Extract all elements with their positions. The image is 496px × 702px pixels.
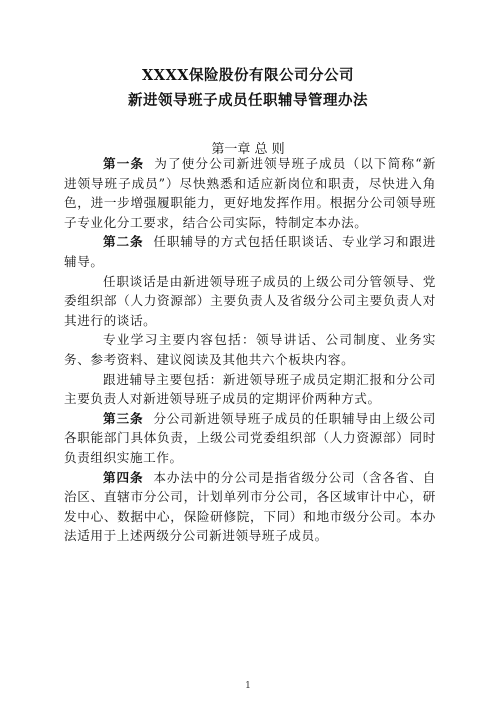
paragraph-text: 为了使分公司新进领导班子成员（以下简称“新进领导班子成员”）尽快熟悉和适应新岗位和职责，尽快进入角色，进一步增强履职能力，更好地发挥作用。根据分公司领导班子专业化分工要求，结合公司实际，特制定本办法。 <box>64 156 436 230</box>
paragraph-article-4 <box>64 468 436 546</box>
paragraph-text: 分公司新进领导班子成员的任职辅导由上级公司各职能部门具体负责，上级公司党委组织部（人力资源部）同时负责组织实施工作。 <box>64 410 436 465</box>
paragraph-followup <box>64 370 436 409</box>
paragraph-interview <box>64 272 436 331</box>
paragraph-text: 本办法中的分公司是指省级分公司（含各省、自治区、直辖市分公司，计划单列市分公司，各区域审计中心，研发中心、数据中心，保险研修院，下同）和地市级分公司。本办法适用于上述两级分公司新进领导班子成员。 <box>64 469 436 544</box>
page-number: 1 <box>245 681 251 691</box>
paragraph-article-2 <box>64 232 436 271</box>
paragraph-text: 专业学习主要内容包括：领导讲话、公司制度、业务实务、参考资料、建议阅读及其他共六个板块内容。 <box>64 332 436 367</box>
paragraph-text: 任职谈话是由新进领导班子成员的上级公司分管领导、党委组织部（人力资源部）主要负责人及省级分公司主要负责人对其进行的谈话。 <box>64 273 436 328</box>
document-title-line2: 新进领导班子成员任职辅导管理办法 <box>128 92 368 109</box>
paragraph-text: 任职辅导的方式包括任职谈话、专业学习和跟进辅导。 <box>64 234 436 269</box>
article-label: 第三条 <box>103 410 144 426</box>
article-label: 第二条 <box>103 234 144 250</box>
document-title-line1: XXXX保险股份有限公司分公司 <box>142 67 354 84</box>
chapter-heading: 第一章 总 则 <box>211 142 285 157</box>
paragraph-study <box>64 330 436 369</box>
paragraph-article-3 <box>64 409 436 468</box>
document-body <box>64 154 436 546</box>
paragraph-article-1 <box>64 154 436 232</box>
paragraph-text: 跟进辅导主要包括：新进领导班子成员定期汇报和分公司主要负责人对新进领导班子成员的定期评价两种方式。 <box>64 371 436 407</box>
article-label: 第一条 <box>103 156 145 171</box>
article-label: 第四条 <box>103 469 144 485</box>
